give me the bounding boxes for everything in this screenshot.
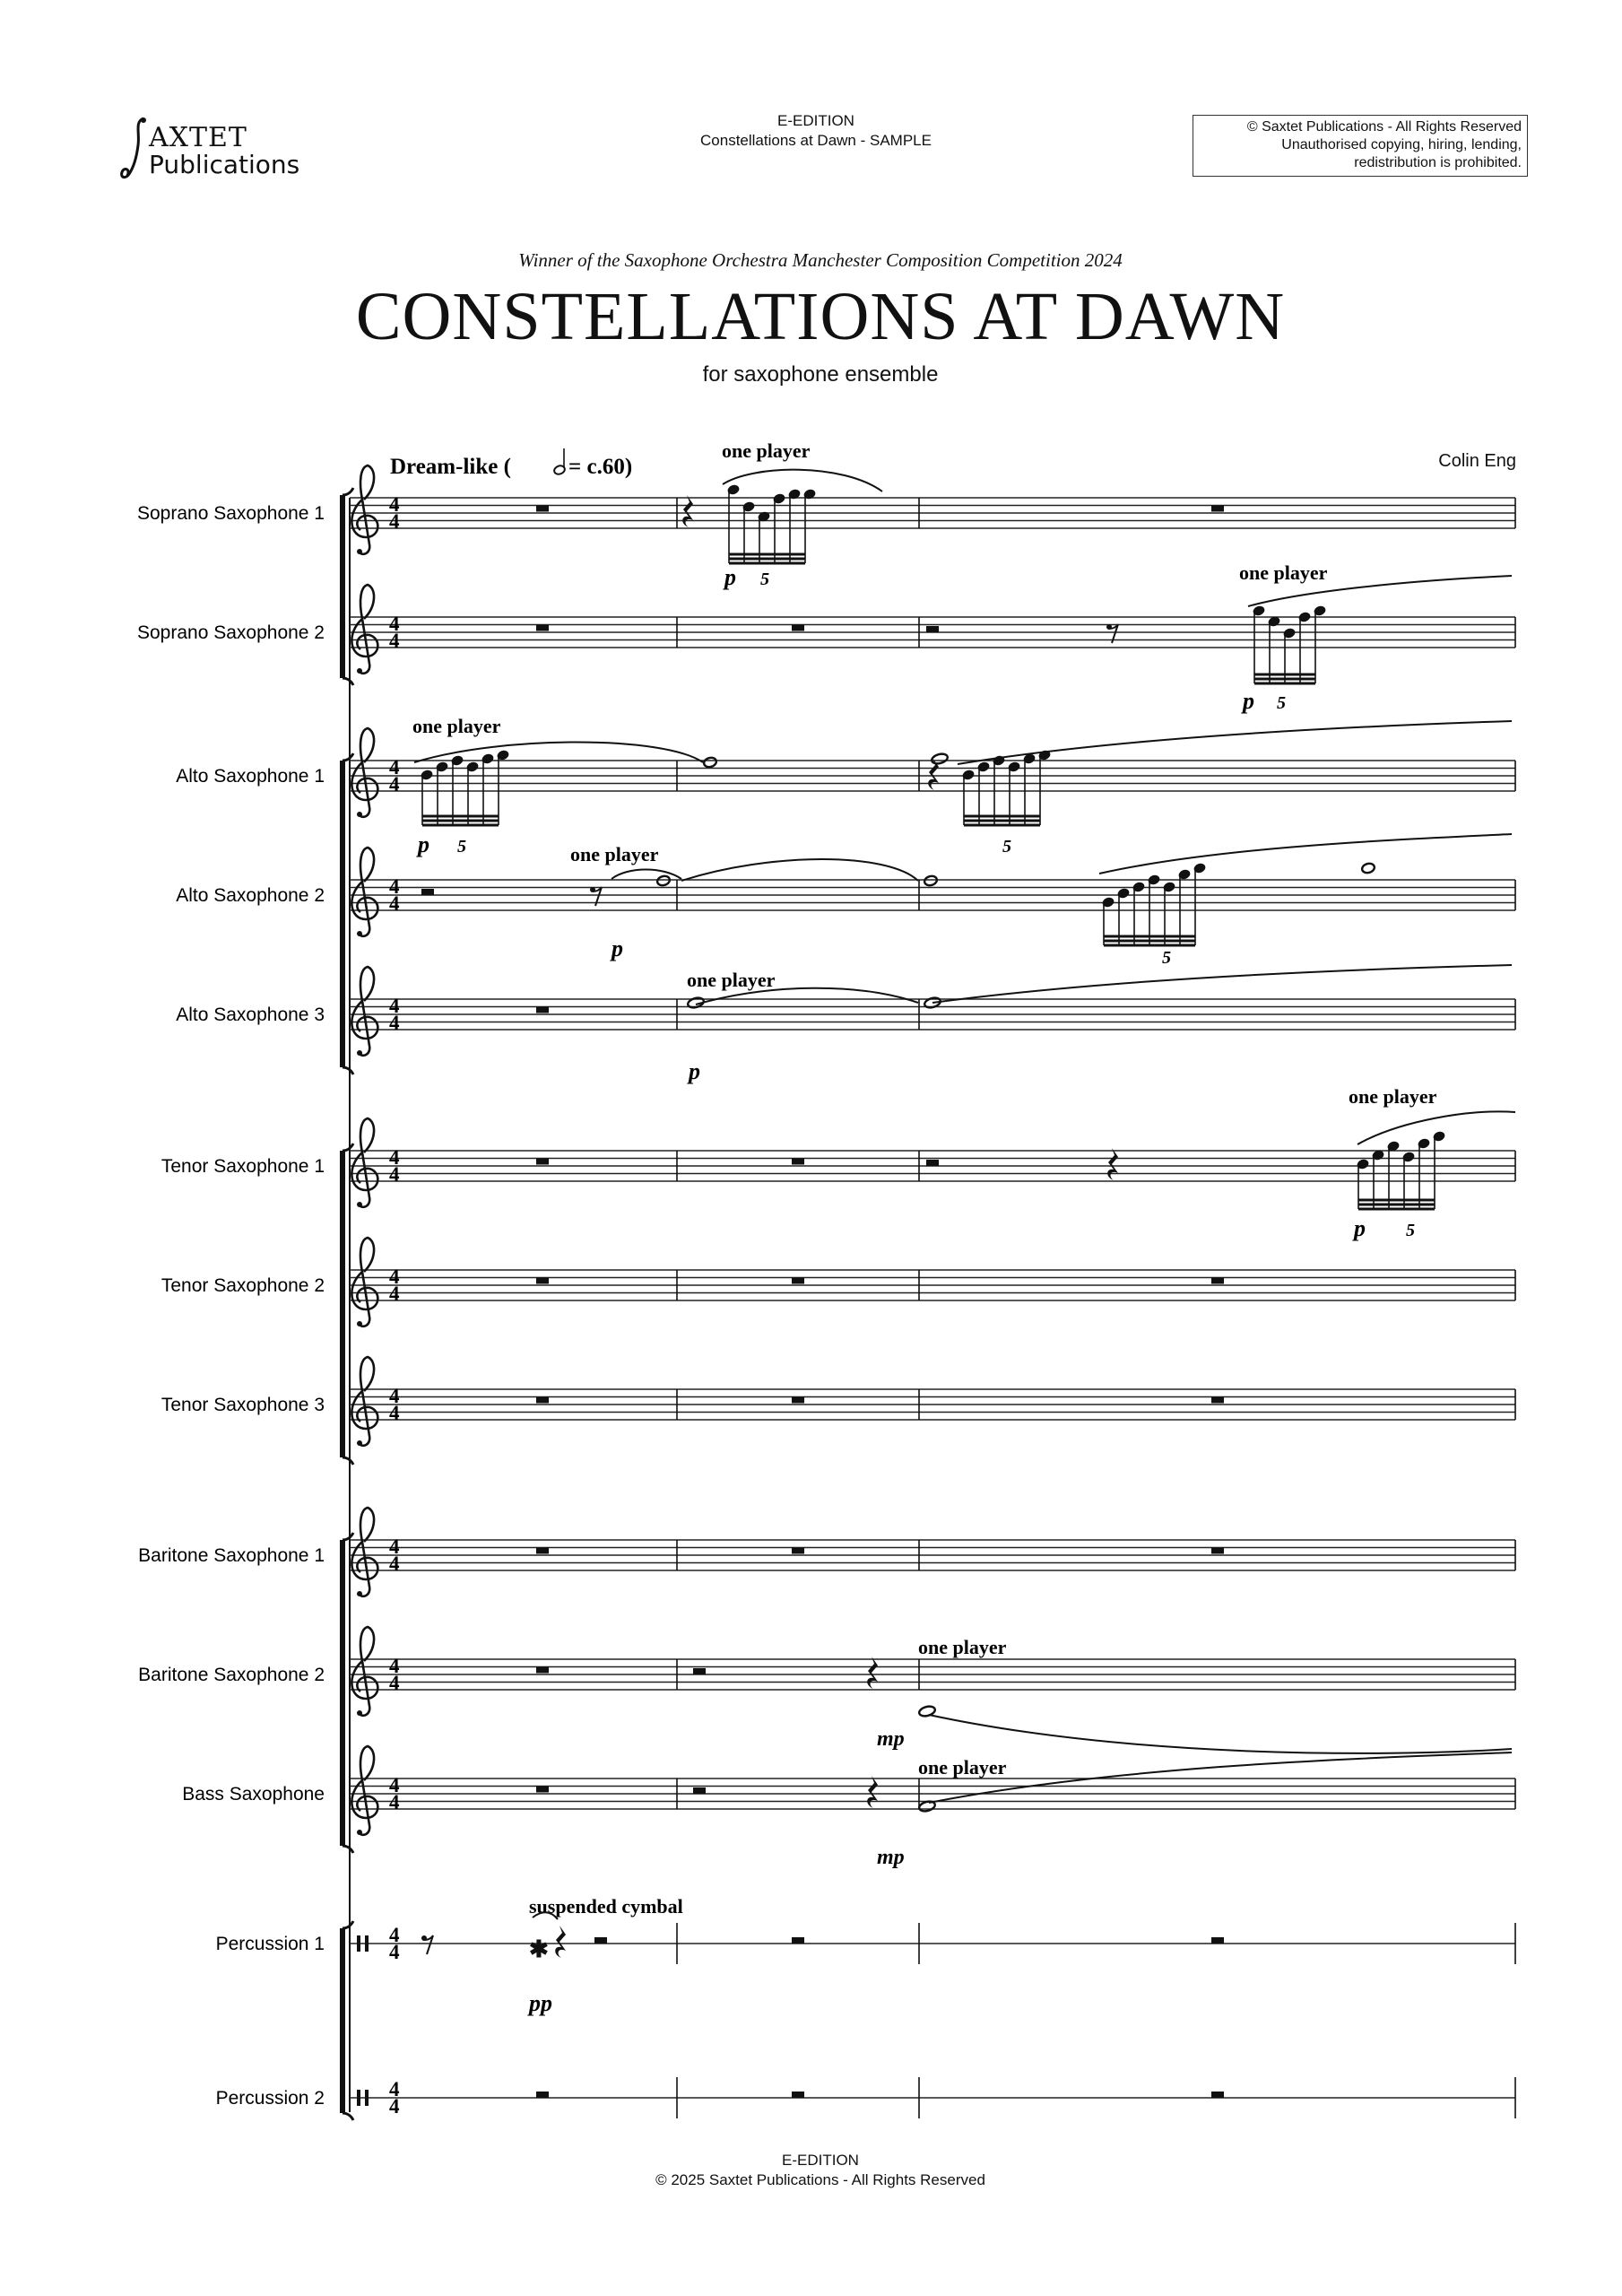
time-signature-den: 4 (389, 2095, 400, 2118)
header-edition: E-EDITION (777, 112, 854, 129)
instrument-name: Bass Saxophone (182, 1784, 325, 1805)
time-signature-den: 4 (389, 773, 400, 796)
instrument-name: Baritone Saxophone 2 (138, 1665, 325, 1685)
header-work-sample: Constellations at Dawn - SAMPLE (700, 132, 932, 149)
time-signature-num: 4 (389, 1385, 400, 1407)
time-signature-den: 4 (389, 1012, 400, 1034)
time-signature-num: 4 (389, 875, 400, 898)
one-player-sop1: one player (722, 439, 811, 462)
time-signature-num: 4 (389, 1535, 400, 1558)
dynamic-alto3: p (689, 1058, 700, 1084)
whole-note (931, 752, 949, 765)
whole-rest-icon (792, 1548, 804, 1554)
whole-rest-icon (536, 1667, 549, 1674)
whole-rest-icon (792, 1397, 804, 1404)
tuplet-sop2: 5 (1277, 693, 1286, 713)
whole-rest-icon (1211, 1548, 1224, 1554)
half-note (924, 874, 938, 886)
whole-rest-icon (792, 1159, 804, 1165)
instrument-name: Tenor Saxophone 1 (160, 1156, 325, 1177)
time-signature-den: 4 (389, 1163, 400, 1186)
time-signature-num: 4 (389, 493, 400, 516)
treble-clef-icon (351, 1357, 377, 1446)
time-signature-num: 4 (389, 2078, 400, 2100)
one-player-bass: one player (918, 1756, 1007, 1779)
whole-rest-icon (1211, 1278, 1224, 1284)
time-signature-num: 4 (389, 1774, 400, 1796)
time-signature-den: 4 (389, 1941, 400, 1963)
note-group (1357, 1131, 1445, 1209)
time-signature-den: 4 (389, 1283, 400, 1305)
eighth-rest-icon (421, 1935, 433, 1954)
tempo-prefix: Dream-like ( (390, 455, 511, 479)
time-signature-den: 4 (389, 892, 400, 915)
instrument-name: Alto Saxophone 3 (176, 1004, 325, 1025)
half-rest-icon (594, 1937, 607, 1944)
time-signature-den: 4 (389, 1552, 400, 1575)
half-note (703, 756, 717, 768)
time-signature-num: 4 (389, 756, 400, 778)
half-rest-icon (693, 1668, 706, 1674)
whole-rest-icon (792, 1937, 804, 1944)
half-rest-icon (926, 1160, 939, 1166)
work-title: CONSTELLATIONS AT DAWN (355, 279, 1286, 354)
tuplet-tenor1: 5 (1406, 1221, 1415, 1240)
one-player-alto1: one player (412, 715, 501, 737)
competition-line: Winner of the Saxophone Orchestra Manchester Composition Competition 2024 (518, 249, 1123, 271)
half-note (656, 874, 671, 886)
instrument-name: Tenor Saxophone 2 (160, 1275, 325, 1296)
instrument-name: Baritone Saxophone 1 (138, 1545, 325, 1566)
composer-name: Colin Eng (1438, 451, 1516, 471)
copyright-line-3: redistribution is prohibited. (1354, 155, 1522, 170)
page-footer (538, 2151, 1103, 2190)
time-signature-num: 4 (389, 1655, 400, 1677)
suspended-cymbal-label: suspended cymbal (529, 1895, 683, 1918)
copyright-line-1: © Saxtet Publications - All Rights Reserved (1246, 119, 1522, 135)
staff-9 (350, 1540, 1515, 1570)
note-group (727, 484, 816, 563)
time-signature-num: 4 (389, 995, 400, 1017)
whole-rest-icon (1211, 1397, 1224, 1404)
dynamic-bari2: mp (877, 1727, 905, 1751)
whole-rest-icon (536, 506, 549, 512)
whole-rest-icon (1211, 2092, 1224, 2098)
instrument-name: Percussion 2 (215, 2088, 325, 2109)
whole-rest-icon (792, 625, 804, 631)
quarter-rest-icon (1107, 1148, 1118, 1180)
whole-rest-icon (536, 1007, 549, 1013)
quarter-rest-icon (867, 1657, 878, 1689)
publisher-name-line2: Publications (149, 150, 300, 179)
cymbal-note-icon: ✱ (529, 1936, 549, 1963)
work-subtitle: for saxophone ensemble (702, 362, 939, 387)
dynamic-tenor1: p (1354, 1215, 1366, 1241)
dynamic-alto2: p (612, 935, 623, 961)
dynamic-sop1: p (724, 564, 736, 590)
group-brackets (343, 488, 353, 2120)
treble-clef-icon (351, 1238, 377, 1326)
publisher-name-line1: AXTET (149, 122, 247, 153)
time-signature-num: 4 (389, 613, 400, 635)
treble-clef-icon (351, 848, 377, 936)
whole-rest-icon (536, 2092, 549, 2098)
staff-7 (350, 1270, 1515, 1300)
treble-clef-icon (351, 1118, 377, 1207)
one-player-bari2: one player (918, 1636, 1007, 1658)
whole-rest-icon (1211, 1937, 1224, 1944)
time-signature-den: 4 (389, 1791, 400, 1813)
staff-10 (350, 1659, 1515, 1690)
whole-rest-icon (536, 1787, 549, 1793)
half-note (1361, 862, 1375, 874)
treble-clef-icon (351, 967, 377, 1056)
staff-11 (350, 1779, 1515, 1809)
half-rest-icon (693, 1787, 706, 1794)
half-rest-icon (926, 626, 939, 632)
time-signature-den: 4 (389, 510, 400, 533)
tuplet-alto1-m3: 5 (1002, 837, 1011, 857)
whole-rest-icon (536, 625, 549, 631)
rests (421, 495, 1224, 2098)
one-player-alto2: one player (570, 843, 659, 865)
staff-5 (350, 999, 1515, 1030)
whole-rest-icon (536, 1397, 549, 1404)
instrument-name: Alto Saxophone 2 (176, 885, 325, 906)
one-player-alto3: one player (687, 969, 776, 991)
whole-rest-icon (792, 1278, 804, 1284)
instrument-name: Soprano Saxophone 2 (136, 622, 325, 643)
staff-8 (350, 1389, 1515, 1420)
staff-lines (350, 498, 1515, 2098)
dynamic-sop2: p (1243, 688, 1254, 714)
instrument-name: Alto Saxophone 1 (176, 766, 325, 787)
dynamic-bass: mp (877, 1846, 905, 1869)
footer-edition: E-EDITION (782, 2152, 859, 2169)
whole-rest-icon (536, 1278, 549, 1284)
treble-clef-icon (351, 1627, 377, 1716)
notes (421, 484, 1445, 1963)
whole-rest-icon (1211, 506, 1224, 512)
time-signature-num: 4 (389, 1265, 400, 1288)
time-signature-num: 4 (389, 1924, 400, 1946)
treble-clef-icon (351, 1508, 377, 1596)
dynamic-perc1: pp (529, 1990, 552, 2016)
slurs (414, 470, 1515, 1919)
staff-1 (350, 498, 1515, 528)
treble-clef-icon (351, 1746, 377, 1835)
half-note-icon (553, 448, 566, 475)
time-signature-den: 4 (389, 1402, 400, 1424)
note-group (1102, 863, 1206, 945)
tuplet-sop1: 5 (760, 570, 769, 589)
treble-clef-icon (351, 585, 377, 674)
instrument-name: Soprano Saxophone 1 (136, 503, 325, 524)
whole-rest-icon (536, 1159, 549, 1165)
treble-clef-icon (351, 728, 377, 817)
quarter-rest-icon (867, 1776, 878, 1808)
quarter-rest-icon (555, 1926, 566, 1958)
footer-copyright: © 2025 Saxtet Publications - All Rights Reserved (655, 2171, 985, 2188)
one-player-tenor1: one player (1349, 1085, 1437, 1108)
tuplet-alto1: 5 (457, 837, 466, 857)
time-signature-num: 4 (389, 1146, 400, 1169)
tempo-suffix: = c.60) (568, 455, 633, 479)
time-signature-den: 4 (389, 630, 400, 652)
instrument-name: Tenor Saxophone 3 (160, 1395, 325, 1415)
dynamic-alto1: p (418, 831, 429, 857)
tuplet-alto2: 5 (1162, 948, 1171, 968)
barlines (677, 498, 1515, 2118)
treble-clef-icon (351, 465, 377, 554)
copyright-line-2: Unauthorised copying, hiring, lending, (1281, 137, 1522, 152)
whole-rest-icon (792, 2092, 804, 2098)
one-player-sop2: one player (1239, 561, 1328, 584)
whole-rest-icon (536, 1548, 549, 1554)
time-signature-den: 4 (389, 1672, 400, 1694)
half-rest-icon (421, 889, 434, 895)
instrument-name: Percussion 1 (215, 1934, 325, 1954)
quarter-rest-icon (682, 495, 693, 527)
